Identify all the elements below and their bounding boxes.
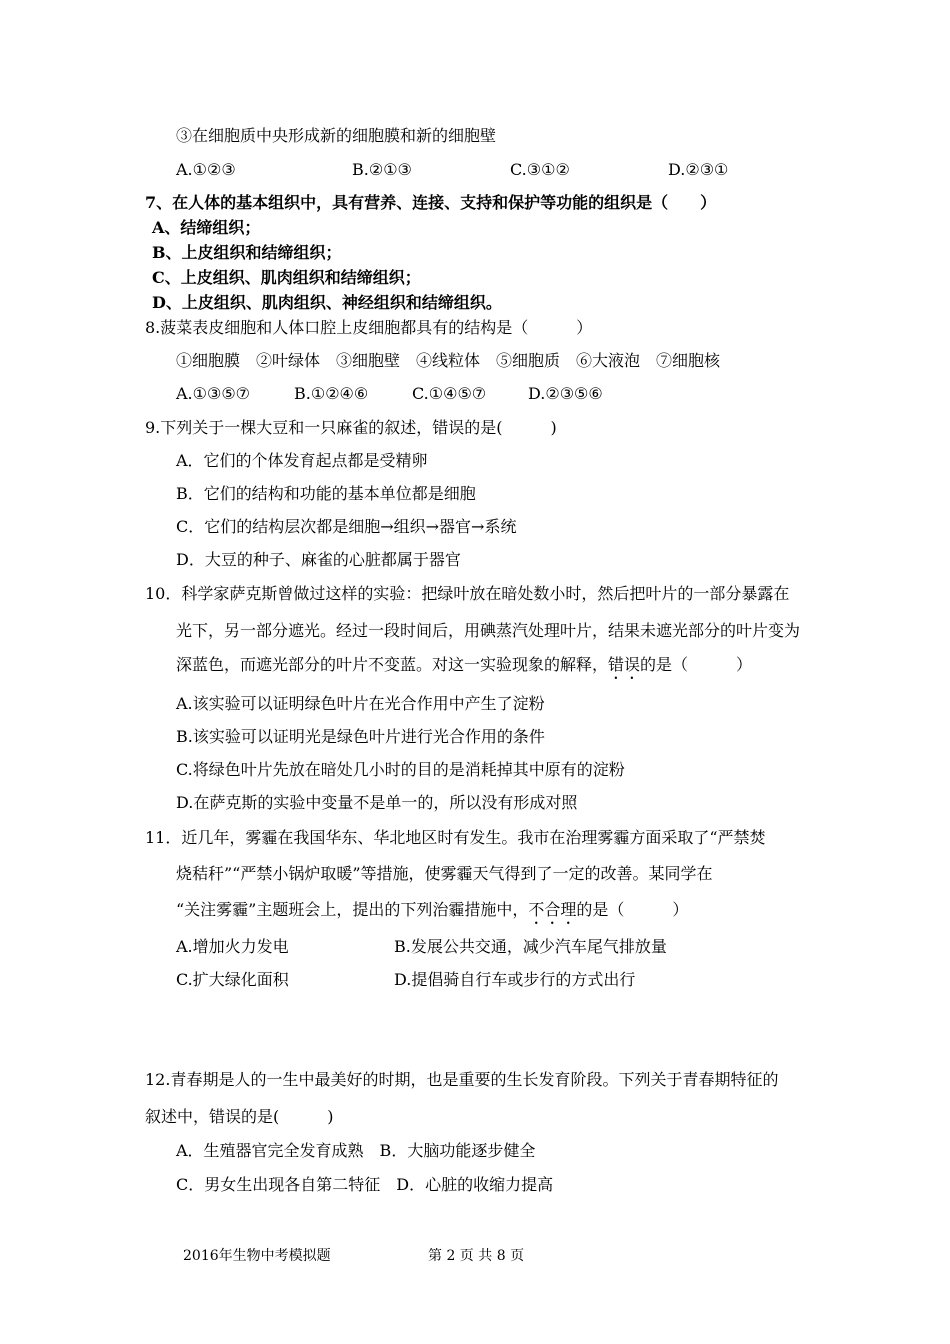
- q9-stem: 9.下列关于一棵大豆和一只麻雀的叙述，错误的是( ): [145, 418, 557, 437]
- q11-line-1: 11．近几年，雾霾在我国华东、华北地区时有发生。我市在治理雾霾方面采取了“严禁焚: [145, 828, 766, 847]
- q9-option-c: C．它们的结构层次都是细胞→组织→器官→系统: [176, 517, 517, 536]
- q10-line-3-post: 的是（ ）: [640, 655, 753, 674]
- q7-option-c: C、上皮组织、肌肉组织和结缔组织；: [152, 268, 421, 287]
- q7-option-d: D、上皮组织、肌肉组织、神经组织和结缔组织。: [152, 293, 502, 312]
- q6-option-a: A.①②③: [176, 160, 236, 179]
- q7-stem: 7、在人体的基本组织中，具有营养、连接、支持和保护等功能的组织是（ ）: [145, 193, 717, 212]
- q7-option-a: A、结缔组织；: [152, 218, 261, 237]
- q8-option-b: B.①②④⑥: [294, 384, 369, 403]
- q7-option-b: B、上皮组织和结缔组织；: [152, 243, 342, 262]
- q8-option-c: C.①④⑤⑦: [412, 384, 487, 403]
- footer-title: 2016年生物中考模拟题: [183, 1248, 331, 1264]
- q9-option-d: D．大豆的种子、麻雀的心脏都属于器官: [176, 550, 461, 569]
- q10-option-b: B.该实验可以证明光是绿色叶片进行光合作用的条件: [176, 727, 545, 746]
- q10-option-a: A.该实验可以证明绿色叶片在光合作用中产生了淀粉: [176, 694, 545, 713]
- q12-options-row-2: C．男女生出现各自第二特征 D．心脏的收缩力提高: [176, 1175, 554, 1194]
- q12-line-1: 12.青春期是人的一生中最美好的时期，也是重要的生长发育阶段。下列关于青春期特征的: [145, 1070, 779, 1089]
- q11-line-3-post: 的是（ ）: [576, 900, 689, 919]
- q11-emphasis-word: 不合理: [528, 900, 577, 919]
- q10-line-1: 10．科学家萨克斯曾做过这样的实验：把绿叶放在暗处数小时，然后把叶片的一部分暴露在: [145, 584, 790, 603]
- q11-option-b: B.发展公共交通，减少汽车尾气排放量: [394, 937, 667, 956]
- q6-option-d: D.②③①: [668, 160, 729, 179]
- q11-option-c: C.扩大绿化面积: [176, 970, 289, 989]
- q11-options-row-1: [176, 937, 667, 957]
- q11-options-row-2: [176, 970, 635, 990]
- q11-option-d: D.提倡骑自行车或步行的方式出行: [394, 970, 636, 989]
- footer-page-number: 第 2 页 共 8 页: [428, 1248, 525, 1264]
- q8-option-a: A.①③⑤⑦: [176, 384, 251, 403]
- q9-option-a: A．它们的个体发育起点都是受精卵: [176, 451, 428, 470]
- q10-line-2: 光下，另一部分遮光。经过一段时间后，用碘蒸汽处理叶片，结果未遮光部分的叶片变为: [176, 621, 801, 640]
- q9-option-b: B．它们的结构和功能的基本单位都是细胞: [176, 484, 476, 503]
- q8-structures: ①细胞膜 ②叶绿体 ③细胞壁 ④线粒体 ⑤细胞质 ⑥大液泡 ⑦细胞核: [176, 351, 721, 370]
- q10-option-c: C.将绿色叶片先放在暗处几小时的目的是消耗掉其中原有的淀粉: [176, 760, 625, 779]
- q8-options: [176, 384, 603, 404]
- q11-line-3-pre: “关注雾霾”主题班会上，提出的下列治霾措施中，: [176, 900, 529, 919]
- q6-step3: ③在细胞质中央形成新的细胞膜和新的细胞壁: [176, 126, 497, 145]
- q8-option-d: D.②③⑤⑥: [528, 384, 603, 403]
- q6-option-b: B.②①③: [352, 160, 412, 179]
- q11-option-a: A.增加火力发电: [176, 937, 289, 956]
- q12-options-row-1: A．生殖器官完全发育成熟 B．大脑功能逐步健全: [176, 1141, 536, 1160]
- q10-option-d: D.在萨克斯的实验中变量不是单一的，所以没有形成对照: [176, 793, 578, 812]
- q12-line-2: 叙述中，错误的是( ): [145, 1107, 334, 1126]
- q10-emphasis-word: 错误: [608, 655, 641, 674]
- q11-line-2: 烧秸秆”“严禁小锅炉取暖”等措施，使雾霾天气得到了一定的改善。某同学在: [176, 864, 713, 883]
- q10-line-3-pre: 深蓝色，而遮光部分的叶片不变蓝。对这一实验现象的解释，: [176, 655, 609, 674]
- q6-option-c: C.③①②: [510, 160, 570, 179]
- q10-line-3: [176, 655, 752, 683]
- q11-line-3: [176, 900, 688, 928]
- q6-options: [176, 160, 728, 180]
- q8-stem: 8.菠菜表皮细胞和人体口腔上皮细胞都具有的结构是（ ）: [145, 318, 593, 337]
